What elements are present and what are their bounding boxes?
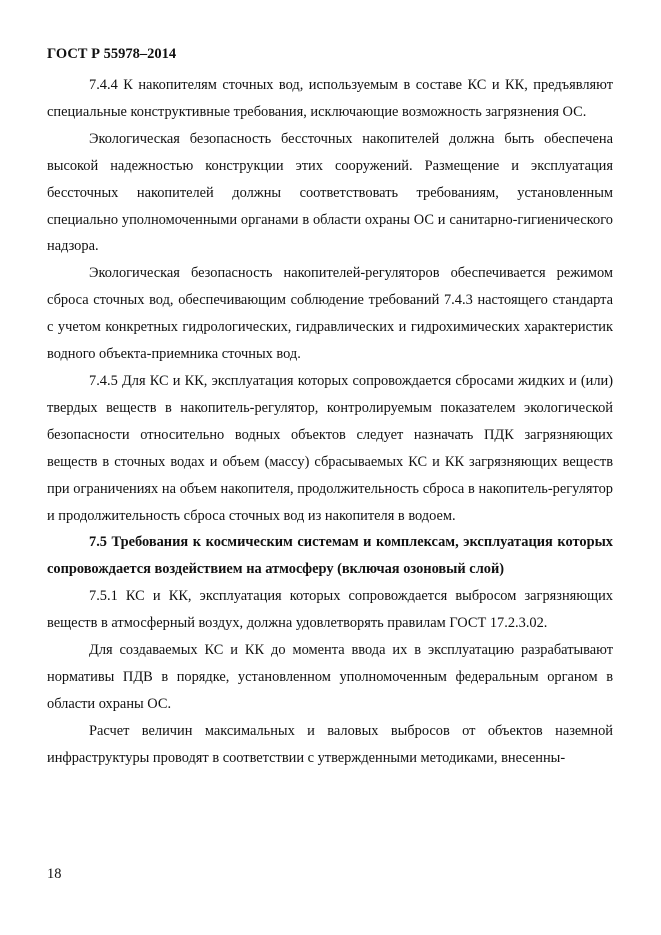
paragraph-emissions-calc: Расчет величин максимальных и валовых выбросов от объектов наземной инфраструктуры проводят в соответствии с утвержденными методиками, внесенны- [47,722,613,766]
paragraph-regulator-storage: Экологическая безопасность накопителей-регуляторов обеспечивается режимом сброса сточных вод, обеспечивающим соблюдение требований 7.4.3 настоящего стандарта с учетом конкретных гидрологических, гидравлических и гидрохимических характеристик водного объекта-приемника сточных вод. [47,265,613,363]
document-body [47,72,613,772]
standard-header: ГОСТ Р 55978–2014 [47,46,177,62]
paragraph-7-5-1: 7.5.1 КС и КК, эксплуатация которых сопровождается выбросом загрязняющих веществ в атмосферный воздух, должна удовлетворять правилам ГОСТ 17.2.3.02. [47,588,613,632]
paragraph-drainless-storage: Экологическая безопасность бессточных накопителей должна быть обеспечена высокой надежностью конструкции этих сооружений. Размещение и эксплуатация бессточных накопителей должны соответствовать требованиям, установленным специально уполномоченными органами в области охраны ОС и санитарно-гигиенического надзора. [47,130,613,255]
page-number: 18 [47,866,62,882]
section-heading-7-5: 7.5 Требования к космическим системам и комплексам, эксплуатация которых сопровождается воздействием на атмосферу (включая озоновый слой) [47,534,613,578]
paragraph-7-4-5: 7.4.5 Для КС и КК, эксплуатация которых сопровождается сбросами жидких и (или) твердых веществ в накопитель-регулятор, контролируемым показателем экологической безопасности относительно водных объектов следует назначать ПДК загрязняющих веществ в сточных водах и объем (массу) сбрасываемых КС и КК загрязняющих веществ при ограничениях на объем накопителя, продолжительность сброса в накопитель-регулятор и продолжительность сброса сточных вод из накопителя в водоем. [47,372,613,524]
paragraph-pdv-norms: Для создаваемых КС и КК до момента ввода их в эксплуатацию разрабатывают нормативы ПДВ в порядке, установленном уполномоченным федеральным органом в области охраны ОС. [47,642,613,712]
paragraph-7-4-4: 7.4.4 К накопителям сточных вод, используемым в составе КС и КК, предъявляют специальные конструктивные требования, исключающие возможность загрязнения ОС. [47,77,613,120]
